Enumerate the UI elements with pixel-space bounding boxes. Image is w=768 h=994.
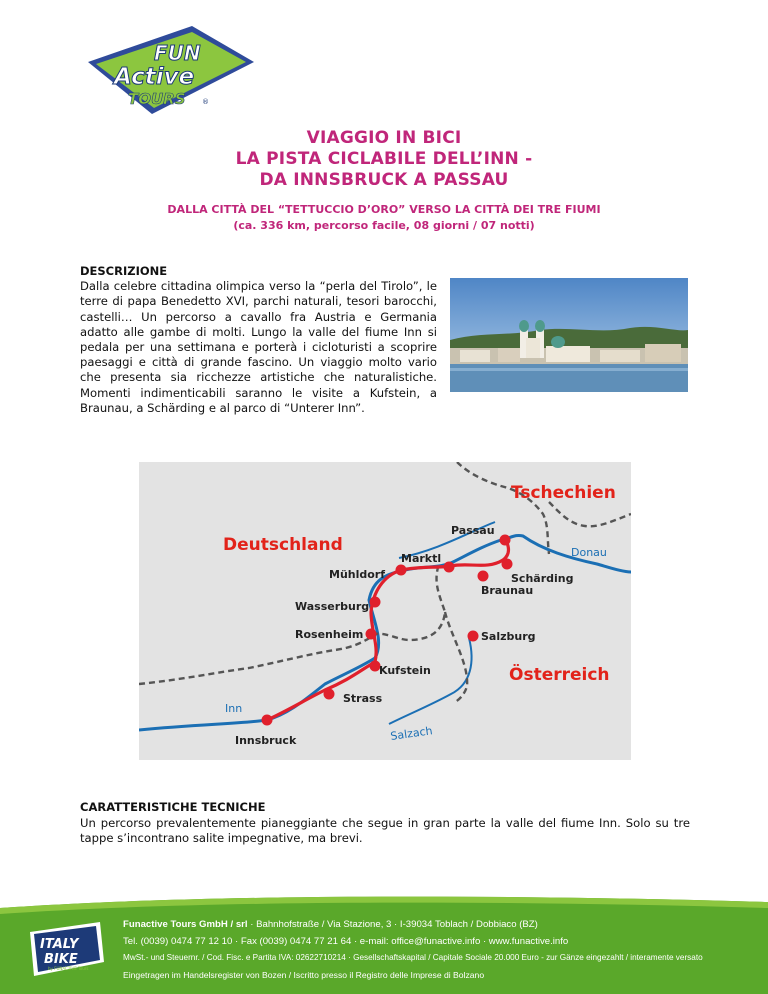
footer: [0, 888, 768, 994]
logo-tours: TOURS: [128, 90, 186, 108]
footer-address: · Bahnhofstraße / Via Stazione, 3 · I-39034 Toblach / Dobbiaco (BZ): [247, 919, 538, 930]
marker-passau: [500, 535, 511, 546]
title-line-3: DA INNSBRUCK A PASSAU: [259, 170, 509, 190]
marker-marktl: [444, 562, 455, 573]
footer-line-1: [123, 917, 763, 934]
passau-photo: [450, 278, 688, 392]
fun-active-tours-logo: [82, 22, 262, 118]
footer-line-4: Eingetragen im Handelsregister von Bozen / Iscritto presso il Registro delle Imprese di Bolzano: [123, 969, 485, 980]
label-osterreich: Österreich: [509, 665, 610, 685]
badge-bike: BIKE: [44, 952, 78, 967]
italy-bike-badge: [26, 918, 108, 980]
badge-by: by FUNACTIVE Tours: [48, 966, 89, 971]
marker-strass: [324, 689, 335, 700]
label-wasserburg: Wasserburg: [295, 600, 370, 613]
label-passau: Passau: [451, 524, 495, 537]
logo-active: Active: [114, 64, 195, 90]
label-braunau: Braunau: [481, 584, 534, 597]
marker-rosenheim: [366, 629, 377, 640]
marker-innsbruck: [262, 715, 273, 726]
route-map: [139, 462, 631, 760]
description-section: [80, 264, 437, 416]
page-title: [0, 128, 768, 191]
title-line-1: VIAGGIO IN BICI: [306, 128, 462, 148]
label-innsbruck: Innsbruck: [235, 734, 297, 747]
tech-heading: CARATTERISTICHE TECNICHE: [80, 800, 266, 814]
marker-scharding: [502, 559, 513, 570]
label-scharding: Schärding: [511, 572, 574, 585]
label-tschechien: Tschechien: [511, 483, 616, 503]
page-subtitle: [0, 202, 768, 234]
footer-line-3: MwSt.- und Steuernr. / Cod. Fisc. e Partita IVA: 02622710214 · Gesellschaftskapital / Capitale Sociale 20.000 Euro - zur Gänze eingezahlt / interamente versato: [123, 953, 703, 962]
footer-company: Funactive Tours GmbH / srl: [123, 919, 248, 930]
footer-contact: [123, 917, 763, 983]
label-rosenheim: Rosenheim: [295, 628, 364, 641]
label-deutschland: Deutschland: [223, 535, 343, 555]
label-salzburg: Salzburg: [481, 630, 536, 643]
label-marktl: Marktl: [401, 552, 442, 565]
label-inn: Inn: [225, 702, 243, 715]
label-strass: Strass: [343, 692, 383, 705]
description-body: Dalla celebre cittadina olimpica verso la “perla del Tirolo”, le terre di papa Benedetto XVI, parchi naturali, tesori barocchi, castelli… Un percorso a cavallo fra Austria e Germania adatto alle gambe di molti. Lungo la valle del fiume Inn si pedala per una settimana e porterà i cicloturisti a scoprire paesaggi e città di grande fascino. Un viaggio molto vario che presenta sia ricchezze artistiche che naturalistiche. Momenti indimenticabili saranno le visite a Kufstein, a Braunau, a Schärding e al parco di “Unterer Inn”.: [80, 279, 437, 415]
title-line-2: LA PISTA CICLABILE DELL’INN -: [235, 149, 533, 169]
badge-italy: ITALY: [40, 937, 79, 952]
marker-braunau: [478, 571, 489, 582]
tech-section: [80, 800, 690, 847]
label-donau: Donau: [571, 546, 607, 559]
label-salzach: Salzach: [389, 724, 434, 743]
subtitle-line-1: DALLA CITTÀ DEL “TETTUCCIO D’ORO” VERSO LA CITTÀ DEI TRE FIUMI: [167, 203, 601, 216]
marker-salzburg: [468, 631, 479, 642]
marker-wasserburg: [370, 597, 381, 608]
logo-registered: ®: [202, 98, 209, 106]
logo-fun: FUN: [154, 41, 201, 65]
marker-muhldorf: [396, 565, 407, 576]
subtitle-line-2: (ca. 336 km, percorso facile, 08 giorni / 07 notti): [233, 219, 535, 232]
footer-line-2: Tel. (0039) 0474 77 12 10 · Fax (0039) 0474 77 21 64 · e-mail: office@funactive.info · www.funactive.info: [123, 935, 569, 947]
label-kufstein: Kufstein: [379, 664, 431, 677]
tech-body: Un percorso prevalentemente pianeggiante che segue in gran parte la valle del fiume Inn. Solo su tre tappe s’incontrano salite impegnative, ma brevi.: [80, 815, 690, 845]
description-heading: DESCRIZIONE: [80, 264, 168, 278]
map-background: [139, 462, 631, 760]
label-muhldorf: Mühldorf: [329, 568, 386, 581]
